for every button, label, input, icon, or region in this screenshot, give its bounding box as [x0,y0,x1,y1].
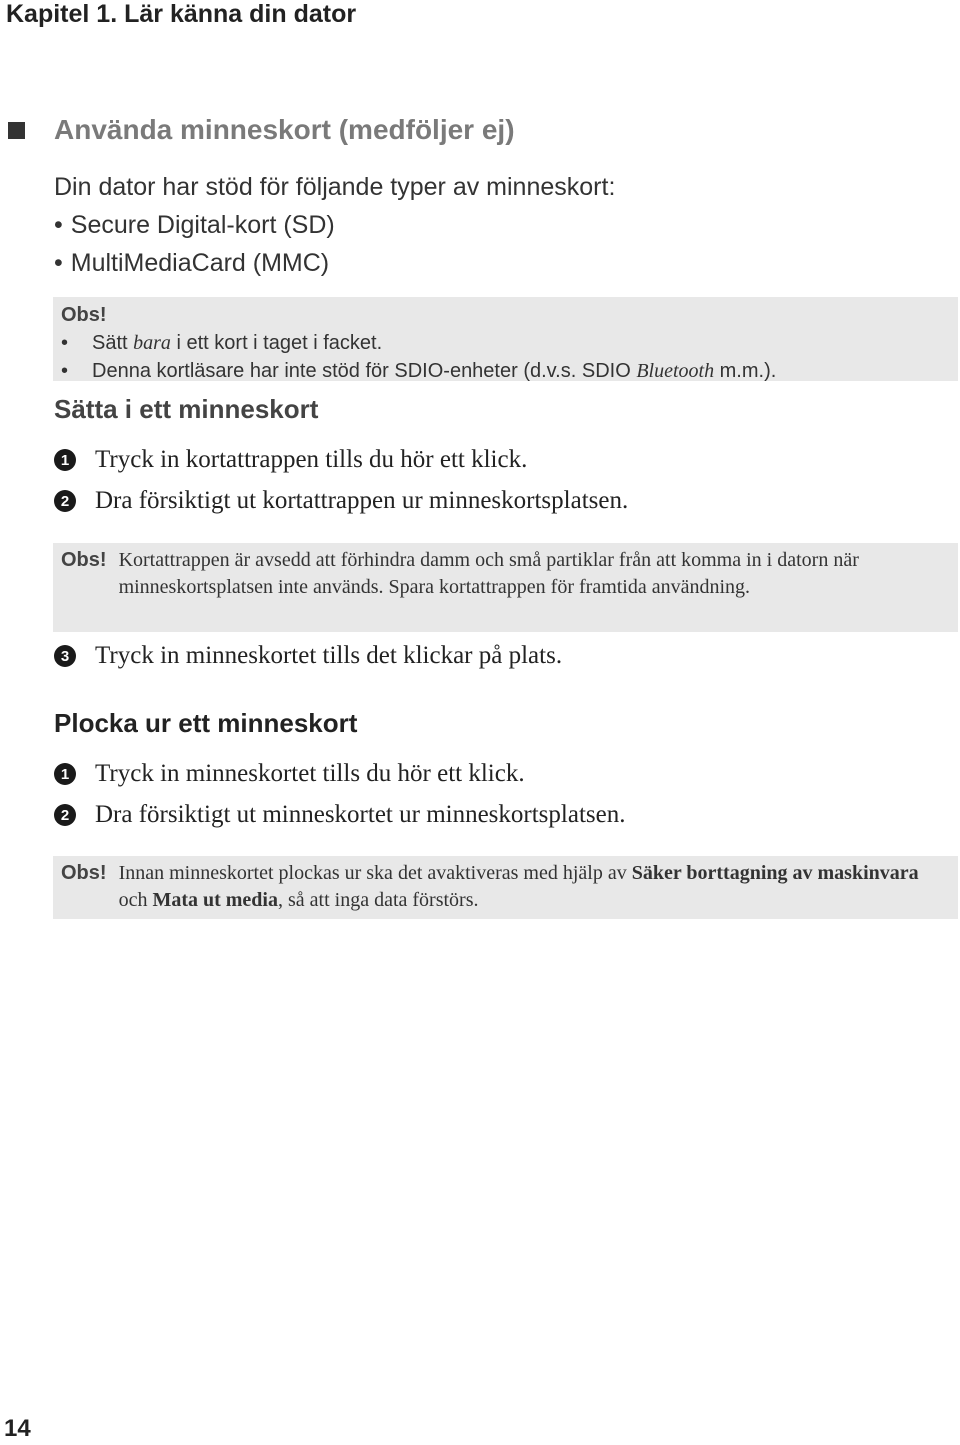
insert-step-1 [54,446,527,474]
section-bullet-icon [8,122,25,139]
note-label: Obs! [61,304,107,326]
note-text: m.m.). [714,360,777,382]
note-text [119,860,950,919]
note-box-card-rules [53,297,958,381]
intro-lead: Din dator har stöd för följande typer av minneskort: [54,173,616,201]
note-item-no-sdio [61,357,958,385]
note-bold-term: Säker borttagning av maskinvara [631,862,919,884]
remove-step-1 [54,760,525,788]
note-text: Kortattrappen är avsedd att förhindra damm och små partiklar från att komma in i datorn när minneskortsplatsen inte används. Spara kortattrappen för framtida användning. [118,549,859,598]
step-text: Tryck in minneskortet tills du hör ett klick. [95,760,525,787]
step-text: Tryck in kortattrappen tills du hör ett klick. [95,446,528,473]
step-text: Dra försiktigt ut minneskortet ur minneskortsplatsen. [95,801,626,828]
chapter-header: Kapitel 1. Lär känna din dator [6,0,357,28]
note-text-part: och [118,889,153,911]
step-text: Dra försiktigt ut kortattrappen ur minneskortsplatsen. [95,487,629,514]
remove-step-2 [54,801,625,829]
list-item: • MultiMediaCard (MMC) [54,244,615,282]
note-box-safe-removal [53,856,958,919]
step-number-icon: 1 [54,449,76,471]
note-box-dummy-card [53,543,958,632]
page-number: 14 [4,1415,31,1442]
card-type-list [54,206,615,282]
note-item-one-card [61,329,958,357]
note-label: Obs! [61,862,107,884]
step-number-icon: 2 [54,490,76,512]
note-text: Denna kortläsare har inte stöd för SDIO-enheter (d.v.s. SDIO [92,360,637,382]
note-list [61,329,958,385]
remove-card-heading: Plocka ur ett minneskort [54,708,358,738]
note-text-part: , så att inga data förstörs. [278,889,479,911]
step-number-icon: 1 [54,763,76,785]
step-number-icon: 3 [54,645,76,667]
note-text-part: Innan minneskortet plockas ur ska det avaktiveras med hjälp av [118,862,632,884]
note-text: Sätt [92,332,134,354]
step-number-icon: 2 [54,804,76,826]
note-emphasis: Bluetooth [636,360,715,382]
insert-card-heading: Sätta i ett minneskort [54,394,319,424]
note-label: Obs! [61,549,107,571]
insert-step-3 [54,642,562,670]
insert-step-2 [54,487,628,515]
list-item: • Secure Digital-kort (SD) [54,206,615,244]
note-bold-term: Mata ut media [152,889,278,911]
note-text: i ett kort i taget i facket. [170,332,383,354]
note-emphasis: bara [133,332,171,354]
step-text: Tryck in minneskortet tills det klickar på plats. [95,642,563,669]
intro-block [54,168,615,282]
section-title: Använda minneskort (medföljer ej) [54,114,515,145]
